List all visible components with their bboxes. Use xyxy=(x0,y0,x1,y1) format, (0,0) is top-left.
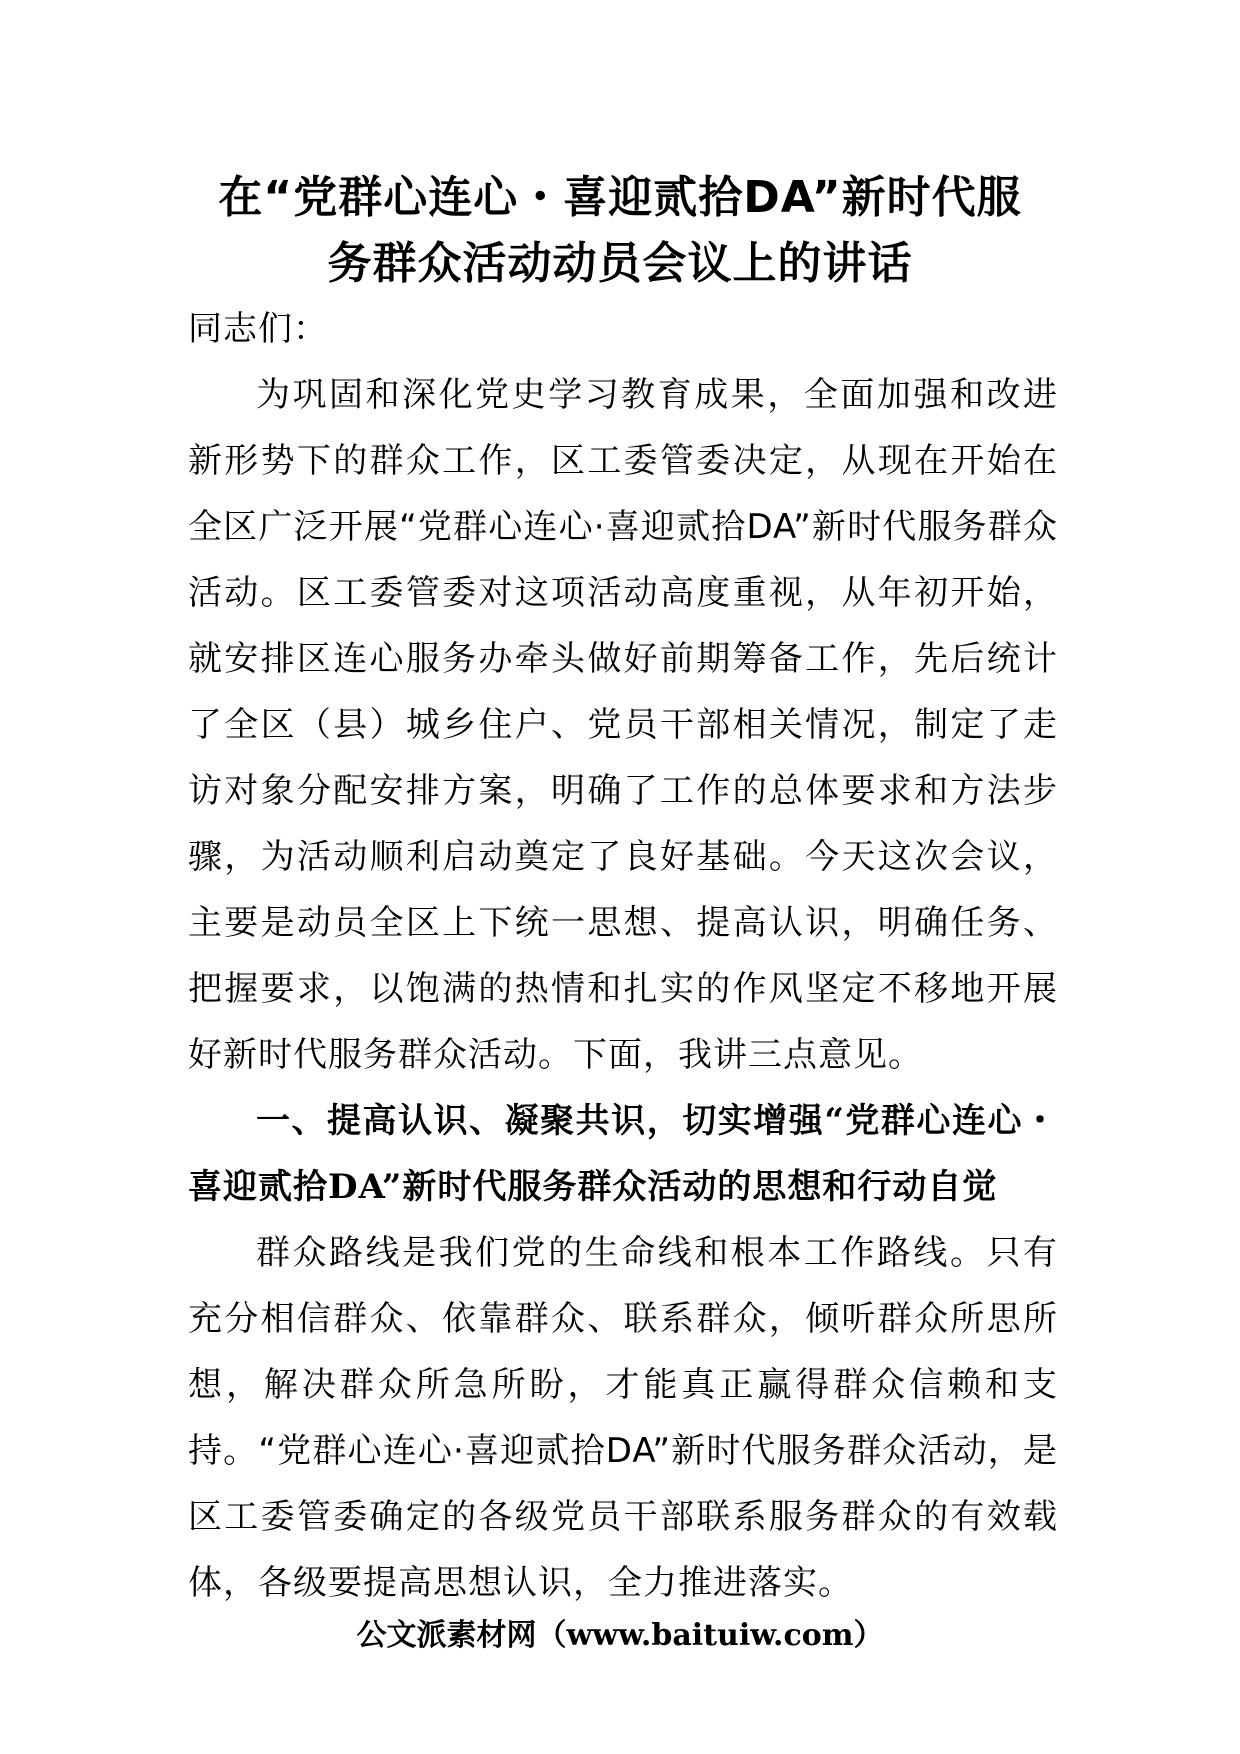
footer-watermark: 公文派素材网（www.baituiw.com） xyxy=(356,1618,884,1653)
document-body xyxy=(188,296,1058,1616)
greeting: 同志们： xyxy=(188,309,328,349)
intro-paragraph: 为巩固和深化党史学习教育成果，全面加强和改进新形势下的群众工作，区工委管委决定，从现在开始在全区广泛开展“党群心连心·喜迎贰拾DA”新时代服务群众活动。区工委管委对这项活动高度重视，从年初开始，就安排区连心服务办牵头做好前期筹备工作，先后统计了全区（县）城乡住户、党员干部相关情况，制定了走访对象分配安排方案，明确了工作的总体要求和方法步骤，为活动顺利启动奠定了良好基础。今天这次会议，主要是动员全区上下统一思想、提高认识，明确任务、把握要求，以饱满的热情和扎实的作风坚定不移地开展好新时代服务群众活动。下面，我讲三点意见。 xyxy=(188,375,1058,1075)
section-1-paragraph: 群众路线是我们党的生命线和根本工作路线。只有充分相信群众、依靠群众、联系群众，倾听群众所思所想，解决群众所急所盼，才能真正赢得群众信赖和支持。“党群心连心·喜迎贰拾DA”新时代服务群众活动，是区工委管委确定的各级党员干部联系服务群众的有效载体，各级要提高思想认识，全力推进落实。 xyxy=(188,1233,1058,1603)
title-line-2: 务群众活动动员会议上的讲话 xyxy=(327,238,913,289)
section-1-heading: 一、提高认识、凝聚共识，切实增强“党群心连心・喜迎贰拾DA”新时代服务群众活动的思想和行动自觉 xyxy=(188,1101,1058,1207)
document-title xyxy=(150,165,1090,297)
title-line-1: 在“党群心连心・喜迎贰拾DA”新时代服 xyxy=(218,172,1022,223)
